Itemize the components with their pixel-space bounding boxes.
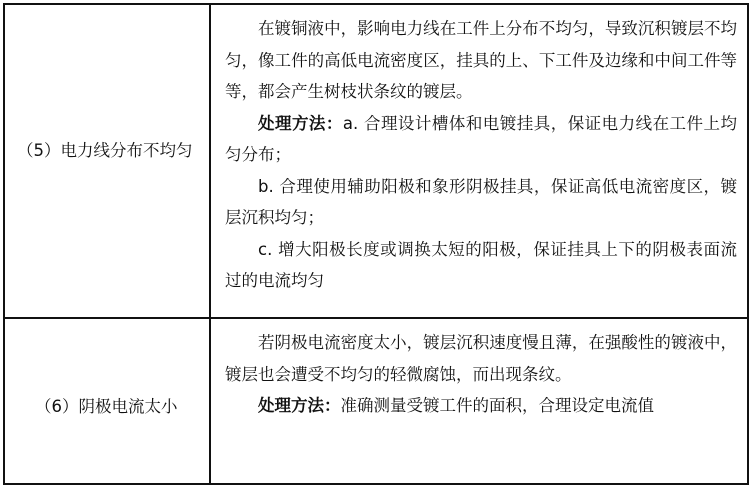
method-item-c: c. 增大阳极长度或调换太短的阳极，保证挂具上下的阴极表面流过的电流均匀 [225,239,737,290]
method-text: 准确测量受镀工件的面积，合理设定电流值 [340,396,654,415]
method-item-b: b. 合理使用辅助阳极和象形阴极挂具，保证高低电流密度区，镀层沉积均匀； [225,176,737,227]
description-cell [211,319,747,483]
table-row [5,5,747,319]
description-paragraph: 若阴极电流密度太小，镀层沉积速度慢且薄，在强酸性的镀液中，镀层也会遭受不均匀的轻微腐蚀，而出现条纹。 [225,333,737,384]
content-table [3,3,749,485]
description-paragraph: 在镀铜液中，影响电力线在工件上分布不均匀，导致沉积镀层不均匀，像工件的高低电流密度区，挂具的上、下工件及边缘和中间工件等等，都会产生树枝状条纹的镀层。 [225,19,737,101]
cause-label: （5）电力线分布不均匀 [17,141,193,160]
cause-label: （6）阴极电流太小 [35,397,178,416]
method-paragraph [225,390,737,422]
cause-cell [5,5,209,317]
method-paragraph [225,108,737,171]
method-item-a: a. 合理设计槽体和电镀挂具，保证电力线在工件上均匀分布； [225,113,737,164]
table-row [5,319,747,483]
method-label: 处理方法： [258,396,341,415]
method-label: 处理方法： [258,113,343,133]
cause-cell [5,319,209,483]
description-cell [211,5,747,317]
